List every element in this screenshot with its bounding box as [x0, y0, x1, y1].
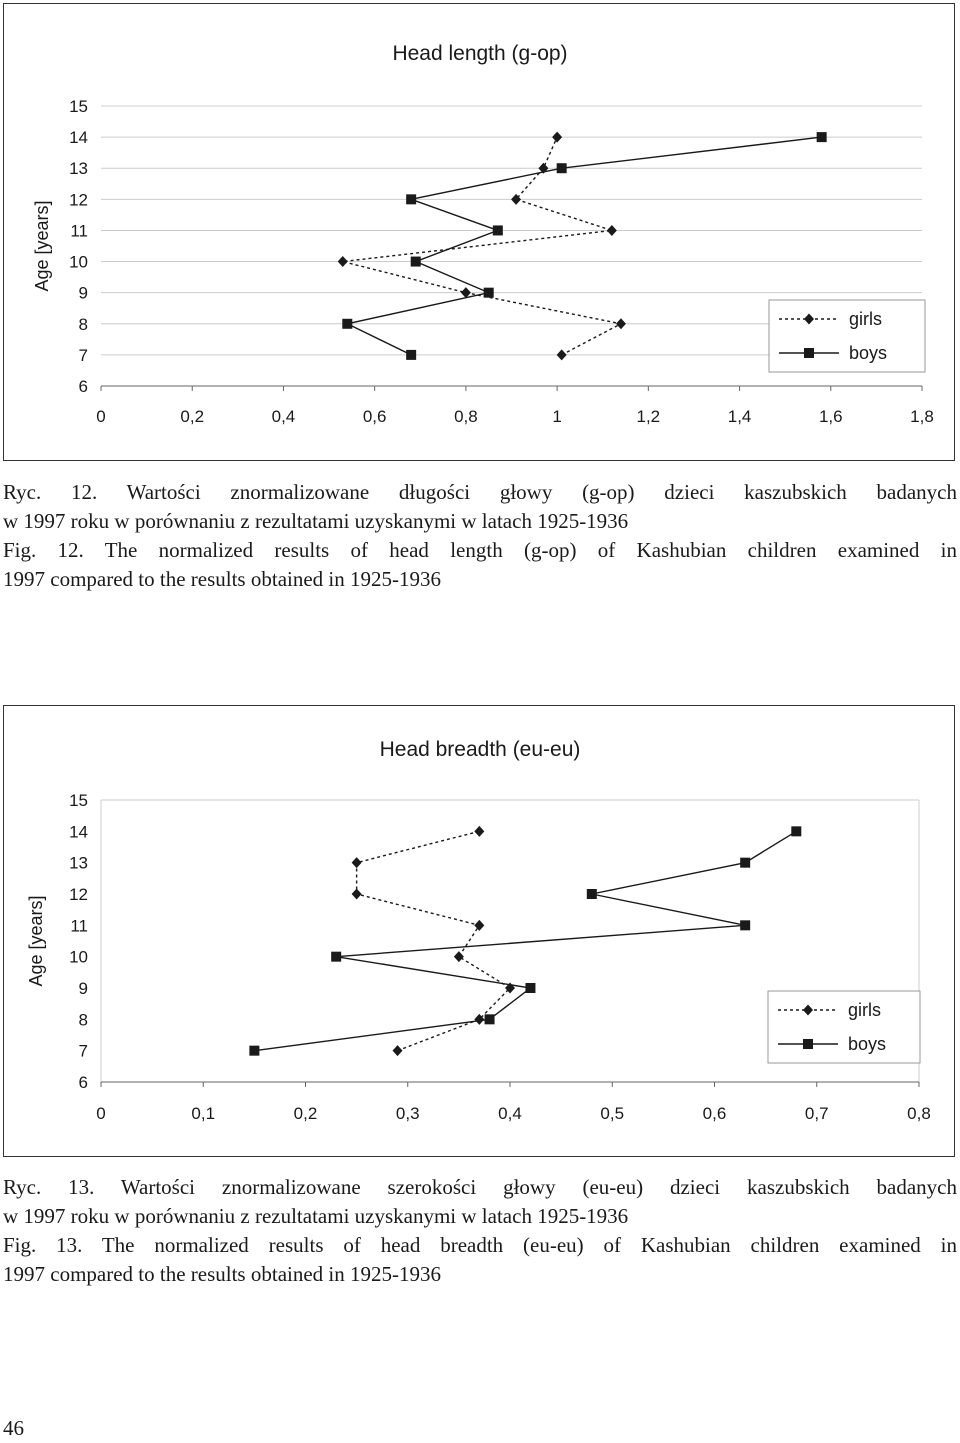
- x-tick-label: 1,4: [727, 407, 752, 426]
- data-point-girls: [454, 951, 464, 962]
- y-axis-label: Age [years]: [32, 200, 52, 292]
- data-point-boys: [525, 983, 535, 993]
- data-point-girls: [352, 889, 362, 900]
- caption-line: 1997 compared to the results obtained in 1925-1936: [3, 1262, 441, 1286]
- x-tick-label: 1: [552, 407, 562, 426]
- y-axis-label: Age [years]: [26, 895, 46, 987]
- figure-13-caption: [3, 1173, 957, 1289]
- chart-head-breadth-svg: [4, 706, 953, 1155]
- chart-title: Head length (g-op): [392, 42, 568, 65]
- data-point-boys: [249, 1046, 259, 1056]
- data-point-girls: [616, 318, 626, 329]
- data-point-boys: [411, 257, 421, 267]
- series-line-boys: [254, 831, 796, 1050]
- x-tick-label: 0: [96, 407, 106, 426]
- data-point-girls: [338, 256, 348, 267]
- x-tick-label: 0,8: [454, 407, 478, 426]
- data-point-girls: [352, 857, 362, 868]
- y-tick-label: 15: [69, 97, 88, 116]
- y-tick-label: 6: [78, 377, 88, 396]
- x-tick-label: 0,2: [293, 1104, 318, 1123]
- x-tick-label: 1,8: [910, 407, 934, 426]
- caption-line: Ryc. 12. Wartości znormalizowane długości głowy (g-op) dzieci kaszubskich badanych: [3, 480, 957, 504]
- data-point-boys: [342, 319, 352, 329]
- caption-line: 1997 compared to the results obtained in 1925-1936: [3, 567, 441, 591]
- y-tick-label: 12: [69, 885, 88, 904]
- caption-line: w 1997 roku w porównaniu z rezultatami uzyskanymi w latach 1925-1936: [3, 509, 629, 533]
- y-tick-label: 13: [69, 159, 88, 179]
- legend-label-girls: girls: [849, 309, 883, 329]
- y-tick-label: 11: [70, 221, 88, 241]
- data-point-boys: [406, 350, 416, 360]
- data-point-boys: [331, 952, 341, 962]
- caption-line: Ryc. 13. Wartości znormalizowane szerokości głowy (eu-eu) dzieci kaszubskich badanych: [3, 1175, 957, 1199]
- x-tick-label: 0: [96, 1104, 106, 1123]
- data-point-boys: [406, 194, 416, 204]
- y-tick-label: 11: [70, 916, 88, 936]
- y-tick-label: 14: [69, 128, 88, 148]
- y-tick-label: 7: [78, 345, 88, 365]
- x-tick-label: 1,2: [636, 407, 661, 426]
- y-tick-label: 7: [78, 1041, 88, 1061]
- y-tick-label: 10: [69, 947, 88, 967]
- y-tick-label: 15: [69, 791, 88, 810]
- legend-box: [768, 991, 920, 1063]
- x-tick-label: 0,1: [191, 1104, 216, 1123]
- data-point-boys: [484, 288, 494, 298]
- legend-label-boys: boys: [848, 1034, 887, 1054]
- y-tick-label: 9: [78, 979, 88, 998]
- series-line-boys: [347, 137, 821, 355]
- x-tick-label: 1,6: [818, 407, 843, 426]
- x-tick-label: 0,6: [702, 1104, 727, 1123]
- x-tick-label: 0,4: [498, 1104, 522, 1123]
- y-tick-label: 8: [78, 314, 88, 334]
- chart-head-length: [3, 3, 955, 461]
- data-point-girls: [393, 1045, 403, 1056]
- caption-line: Fig. 12. The normalized results of head length (g-op) of Kashubian children examined in: [3, 538, 957, 562]
- data-point-boys: [740, 920, 750, 930]
- x-tick-label: 0,8: [907, 1104, 931, 1123]
- data-point-girls: [607, 225, 617, 236]
- y-tick-label: 8: [78, 1010, 88, 1030]
- legend-label-girls: girls: [848, 1000, 882, 1020]
- x-tick-label: 0,7: [804, 1104, 829, 1123]
- data-point-boys: [557, 163, 567, 173]
- y-tick-label: 14: [69, 822, 88, 842]
- chart-title: Head breadth (eu-eu): [379, 738, 581, 761]
- chart-head-length-svg: [4, 4, 953, 459]
- y-tick-label: 6: [78, 1073, 88, 1092]
- x-tick-label: 0,6: [362, 407, 387, 426]
- chart-head-breadth: [3, 705, 955, 1157]
- data-point-boys: [493, 225, 503, 235]
- y-tick-label: 9: [78, 283, 88, 303]
- data-point-girls: [474, 920, 484, 931]
- data-point-boys: [791, 826, 801, 836]
- legend-label-boys: boys: [849, 343, 888, 363]
- series-line-girls: [343, 137, 621, 355]
- data-point-girls: [474, 826, 484, 837]
- data-point-girls: [557, 349, 567, 360]
- legend-marker-boys: [804, 348, 814, 358]
- y-tick-label: 10: [69, 252, 88, 272]
- data-point-boys: [485, 1014, 495, 1024]
- y-tick-label: 12: [69, 190, 88, 210]
- caption-line: w 1997 roku w porównaniu z rezultatami uzyskanymi w latach 1925-1936: [3, 1204, 629, 1228]
- x-tick-label: 0,2: [180, 407, 205, 426]
- y-tick-label: 13: [69, 853, 88, 873]
- page-number: 46: [3, 1416, 24, 1440]
- x-tick-label: 0,5: [600, 1104, 625, 1123]
- figure-12-caption: [3, 478, 957, 594]
- data-point-boys: [740, 858, 750, 868]
- x-tick-label: 0,4: [271, 407, 296, 426]
- legend-box: [769, 300, 925, 372]
- x-tick-label: 0,3: [395, 1104, 420, 1123]
- data-point-girls: [552, 132, 562, 143]
- data-point-boys: [817, 132, 827, 142]
- caption-line: Fig. 13. The normalized results of head breadth (eu-eu) of Kashubian children examined in: [3, 1233, 957, 1257]
- legend-marker-boys: [803, 1039, 813, 1049]
- data-point-boys: [587, 889, 597, 899]
